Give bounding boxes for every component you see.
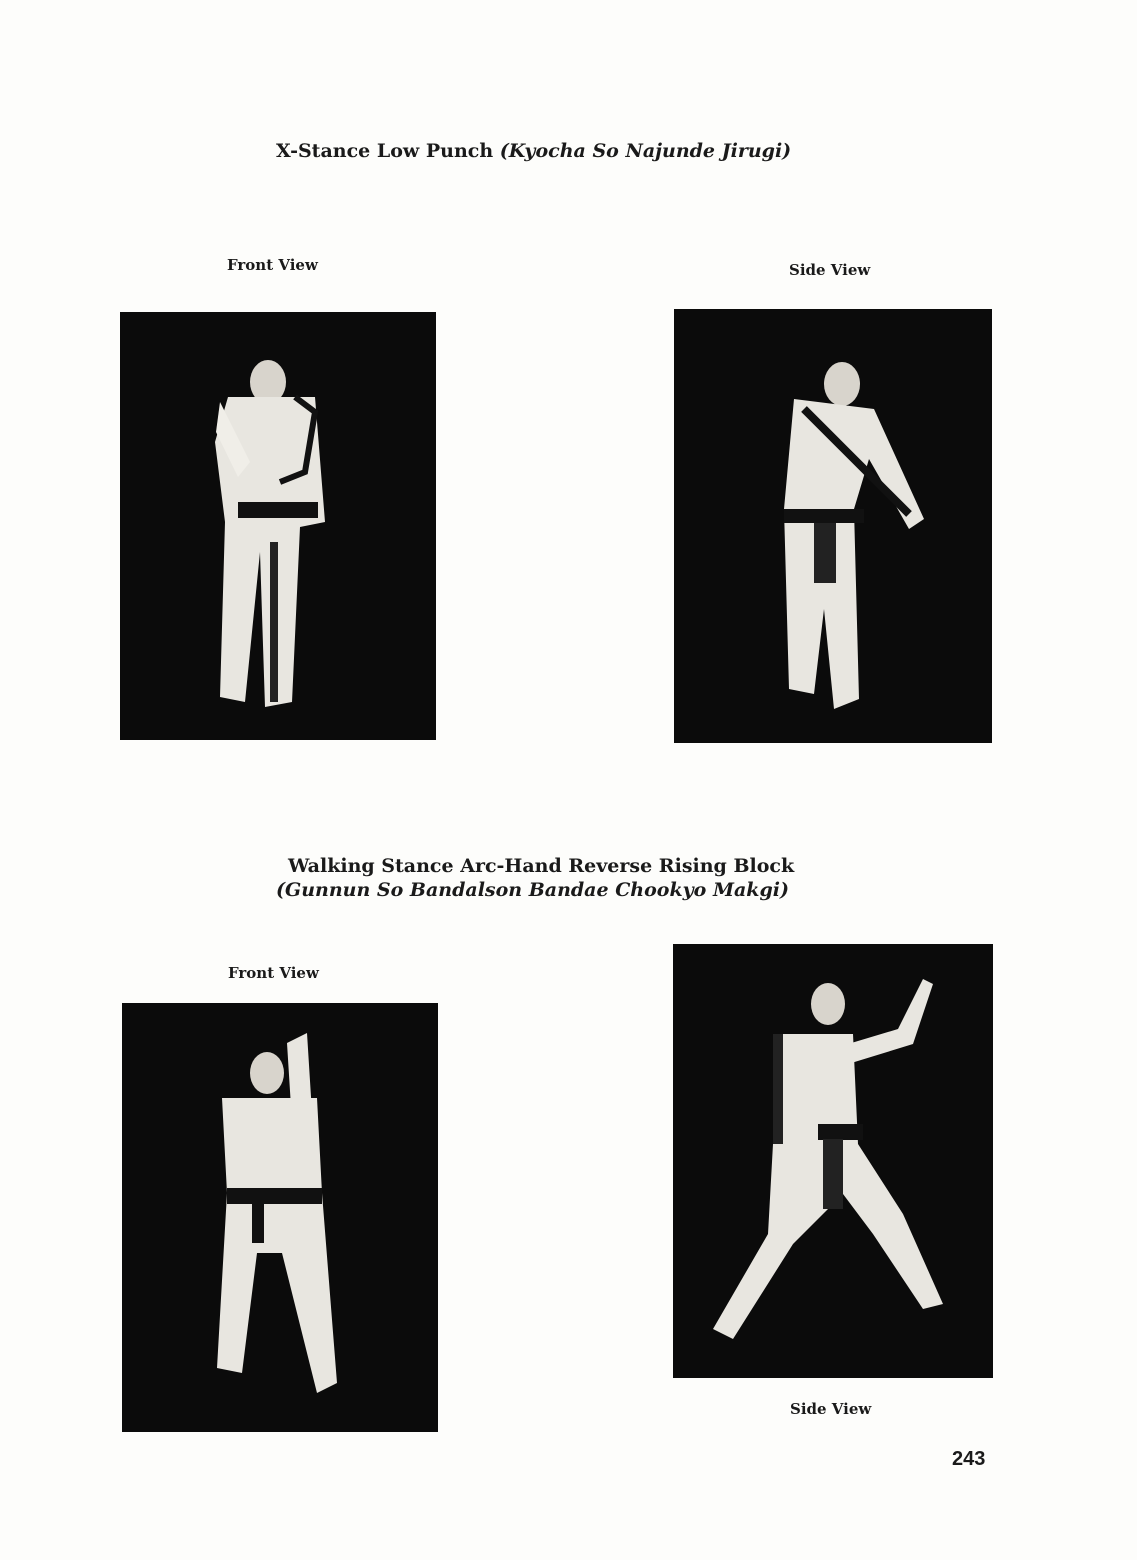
side-view-caption: Side View (789, 261, 871, 279)
page-number: 243 (952, 1448, 986, 1470)
photo-rising-block-front (122, 1003, 438, 1432)
section-1-title (276, 140, 791, 162)
photo-rising-block-side (673, 944, 993, 1378)
photo-x-stance-front (120, 312, 436, 740)
martial-artist-figure (122, 1003, 438, 1432)
section-2-title (276, 854, 795, 902)
photo-x-stance-side (674, 309, 992, 743)
martial-artist-figure (674, 309, 992, 743)
title-korean: (Kyocha So Najunde Jirugi) (499, 140, 792, 162)
front-view-caption: Front View (227, 256, 318, 274)
martial-artist-figure (673, 944, 993, 1378)
front-view-caption: Front View (228, 964, 319, 982)
title-text: Walking Stance Arc-Hand Reverse Rising Block (288, 855, 795, 877)
title-text: X-Stance Low Punch (276, 140, 494, 162)
martial-artist-figure (120, 312, 436, 740)
title-korean: (Gunnun So Bandalson Bandae Chookyo Makgi) (276, 879, 789, 901)
side-view-caption: Side View (790, 1400, 872, 1418)
